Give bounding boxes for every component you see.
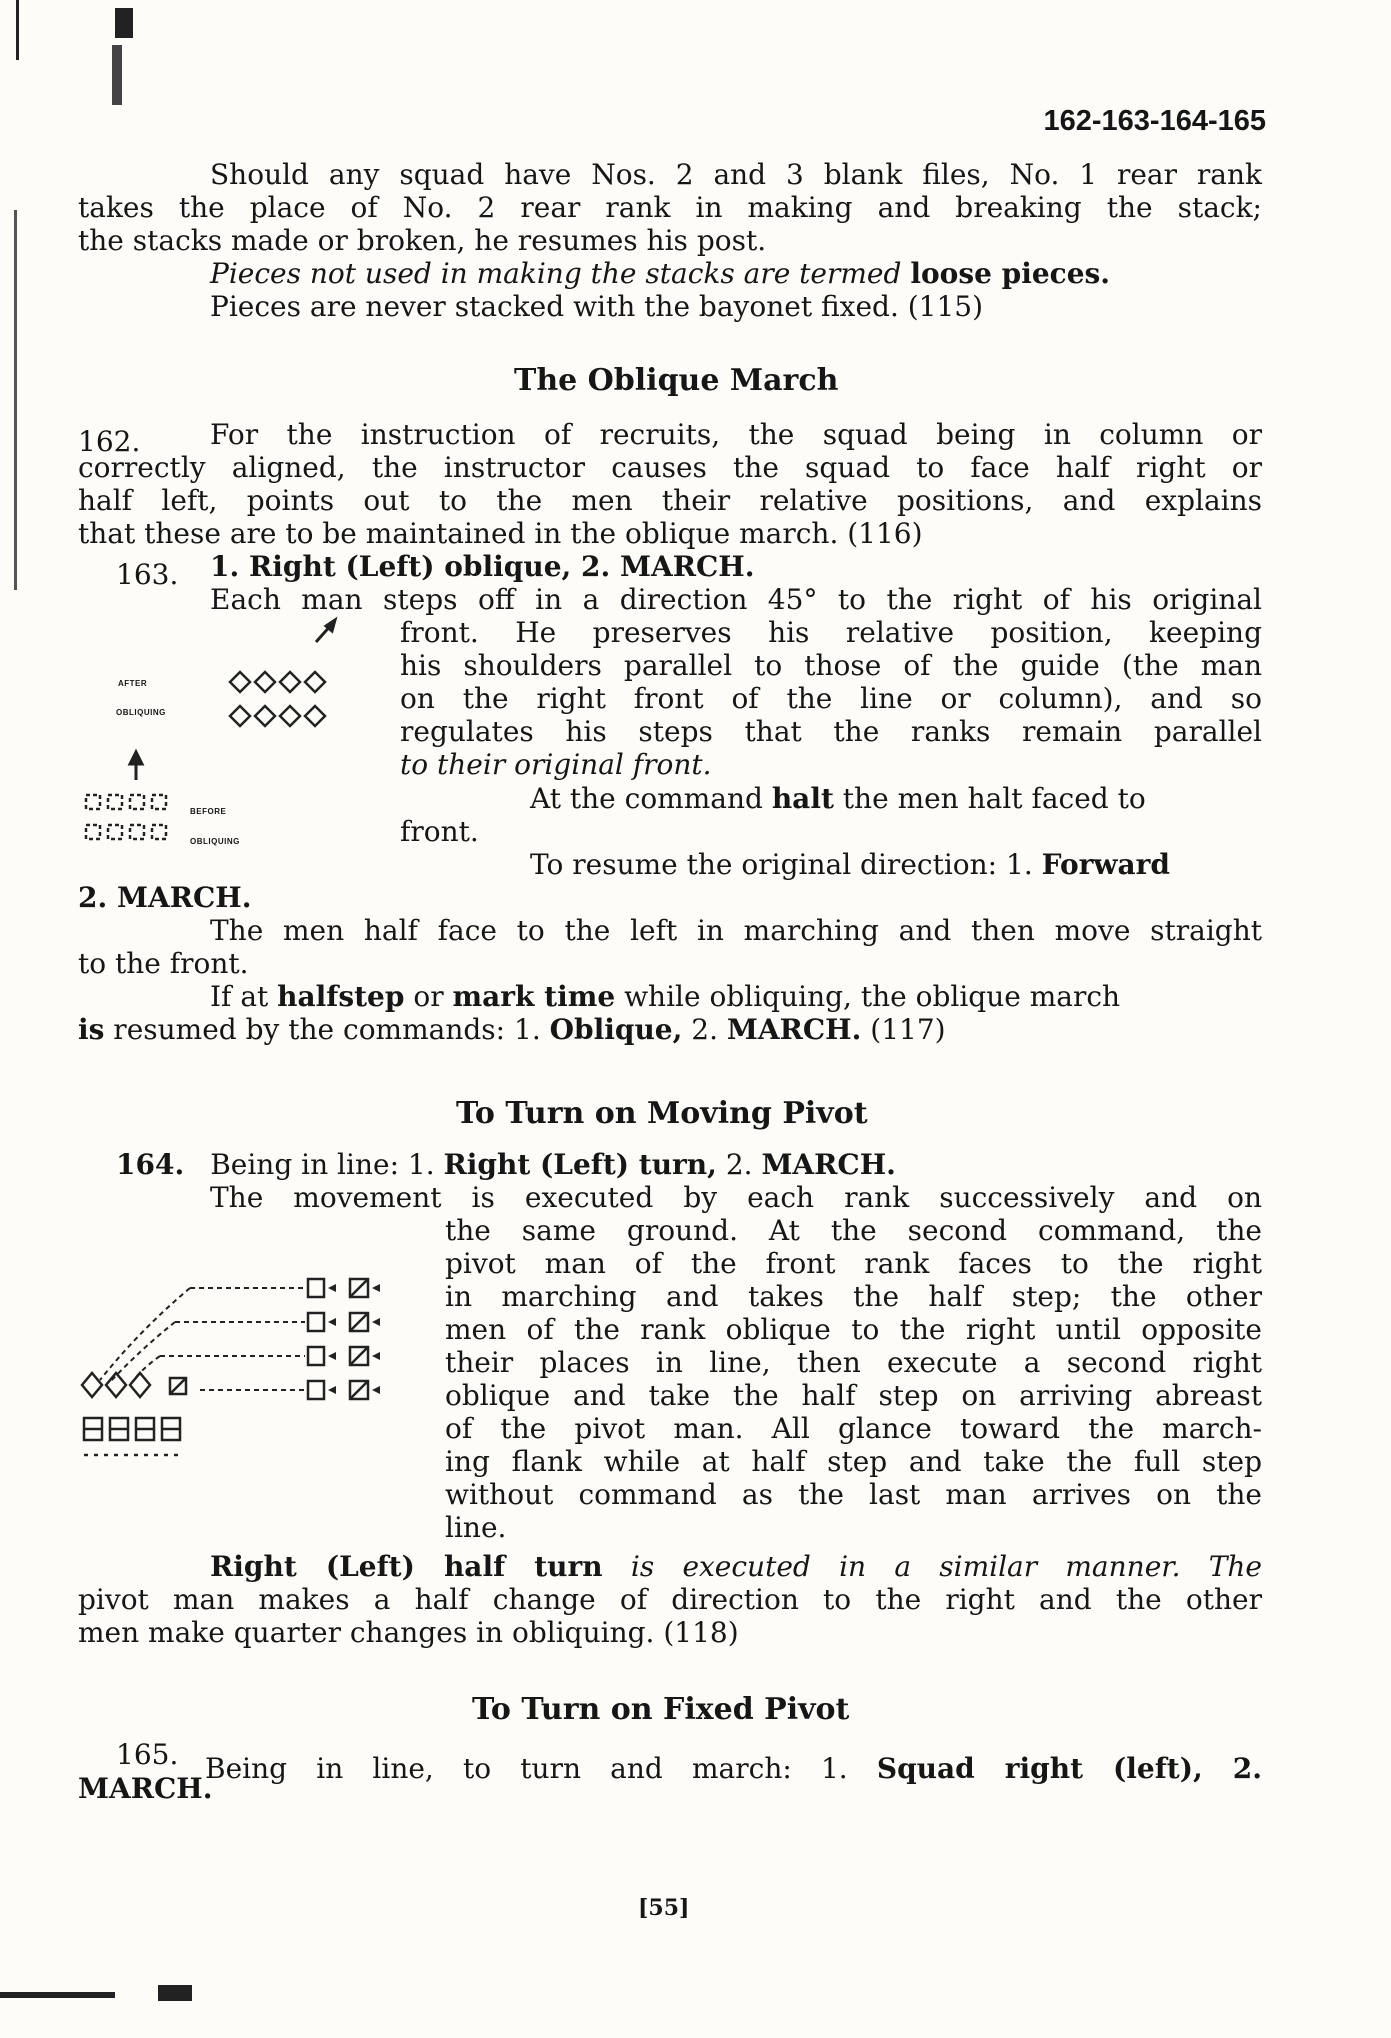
p164-command: MARCH. xyxy=(761,1148,896,1181)
halfstep-text: while obliquing, the oblique march xyxy=(615,980,1121,1013)
resume-line xyxy=(530,848,1170,881)
halt-text: the men halt faced to xyxy=(833,782,1146,815)
intro-line: the stacks made or broken, he resumes his post. xyxy=(78,224,767,257)
halfstep-text: or xyxy=(404,980,453,1013)
ink-blot xyxy=(112,45,122,105)
movement-line: oblique and take the half step on arriving abreast xyxy=(445,1379,1262,1412)
final-squares xyxy=(308,1279,324,1399)
intro-line: Pieces are never stacked with the bayonet fixed. (115) xyxy=(210,290,984,323)
movement-line: pivot man of the front rank faces to the right xyxy=(445,1247,1262,1280)
halfstep-term: halfstep xyxy=(277,980,405,1013)
forward-command: Forward xyxy=(1041,848,1170,881)
march-command: MARCH. xyxy=(726,1013,862,1046)
loose-pieces-text: Pieces not used in making the stacks are termed xyxy=(210,257,911,290)
p164-text: Being in line: 1. xyxy=(210,1148,444,1181)
paragraph-number-162: 162. xyxy=(78,425,141,458)
diagonal-arrow-icon xyxy=(316,620,335,642)
p165-text: Being in line, to turn and march: 1. xyxy=(205,1752,877,1785)
ink-blot xyxy=(115,8,133,38)
movement-line: ing flank while at half step and take the full step xyxy=(445,1445,1262,1478)
p163-line: his shoulders parallel to those of the guide (the man xyxy=(400,649,1262,682)
movement-line: the same ground. At the second command, the xyxy=(445,1214,1262,1247)
p162-line: For the instruction of recruits, the squad being in column or xyxy=(210,418,1262,451)
original-line-squares xyxy=(84,1418,180,1440)
p162-line: half left, points out to the men their relative positions, and explains xyxy=(78,484,1262,517)
half-turn-line xyxy=(210,1550,1262,1583)
p163-line: to their original front. xyxy=(400,748,712,781)
halfstep-line xyxy=(210,980,1120,1013)
face-line: to the front. xyxy=(78,947,249,980)
half-turn-line: pivot man makes a half change of direction to the right and the other xyxy=(78,1583,1262,1616)
p163-line: front. He preserves his relative position, keeping xyxy=(400,616,1262,649)
paragraph-164 xyxy=(116,1148,896,1181)
halfstep-text: If at xyxy=(210,980,278,1013)
halt-term: halt xyxy=(771,782,834,815)
after-rank-front xyxy=(230,672,325,692)
resumed-text: 2. xyxy=(682,1013,727,1046)
movement-line: their places in line, then execute a second right xyxy=(445,1346,1262,1379)
face-line: The men half face to the left in marching and then move straight xyxy=(210,914,1262,947)
movement-line: men of the rank oblique to the right until opposite xyxy=(445,1313,1262,1346)
resume-text: To resume the original direction: 1. xyxy=(530,848,1042,881)
intro-line: takes the place of No. 2 rear rank in making and breaking the stack; xyxy=(78,191,1262,224)
arrowheads xyxy=(328,1284,380,1394)
section-heading-oblique: The Oblique March xyxy=(514,363,839,398)
oblique-march-figure xyxy=(80,612,380,852)
halt-line xyxy=(530,782,1146,815)
movement-line: line. xyxy=(445,1511,507,1544)
p163-command: 1. Right (Left) oblique, 2. MARCH. xyxy=(210,550,755,583)
movement-line: without command as the last man arrives on the xyxy=(445,1478,1262,1511)
movement-line: of the pivot man. All glance toward the march- xyxy=(445,1412,1262,1445)
section-heading-fixed-pivot: To Turn on Fixed Pivot xyxy=(472,1692,850,1727)
half-turn-line: men make quarter changes in obliquing. (118) xyxy=(78,1616,739,1649)
p162-line: correctly aligned, the instructor causes the squad to face half right or xyxy=(78,451,1262,484)
loose-pieces-term: loose pieces. xyxy=(910,257,1111,290)
moving-pivot-figure xyxy=(80,1270,420,1480)
p164-command: Right (Left) turn, xyxy=(443,1148,717,1181)
p165-text: 2. xyxy=(1202,1752,1262,1785)
movement-line: The movement is executed by each rank successively and on xyxy=(210,1181,1262,1214)
p163-line: Each man steps off in a direction 45° to the right of his original xyxy=(210,583,1262,616)
p164-text: 2. xyxy=(716,1148,762,1181)
resumed-text: resumed by the commands: 1. xyxy=(104,1013,550,1046)
p163-line: on the right front of the line or column), and so xyxy=(400,682,1262,715)
paragraph-number-164: 164. xyxy=(116,1148,185,1181)
march-command: 2. MARCH. xyxy=(78,881,252,914)
p162-line: that these are to be maintained in the oblique march. (116) xyxy=(78,517,923,550)
halt-text: At the command xyxy=(530,782,772,815)
resumed-text: is xyxy=(78,1013,105,1046)
dashed-march-paths xyxy=(100,1288,305,1390)
figure-label-after: AFTER xyxy=(118,679,148,688)
scan-edge-mark xyxy=(0,1992,115,1998)
oblique-command: Oblique, xyxy=(549,1013,683,1046)
before-rank-rear xyxy=(86,825,166,839)
front-word: front. xyxy=(400,815,479,848)
before-rank-front xyxy=(86,795,166,809)
p163-line: regulates his steps that the ranks remain parallel xyxy=(400,715,1262,748)
turning-diamonds xyxy=(82,1373,186,1397)
page-number: [55] xyxy=(638,1895,690,1921)
pivot-squares xyxy=(350,1279,368,1399)
half-turn-command: Right (Left) half turn xyxy=(210,1550,603,1583)
paragraph-number-163: 163. xyxy=(116,558,179,591)
scan-edge-mark xyxy=(14,210,17,590)
p165-command: Squad right (left), xyxy=(876,1752,1203,1785)
mark-time-term: mark time xyxy=(452,980,616,1013)
resumed-line xyxy=(78,1013,946,1046)
figure-label-obliquing: OBLIQUING xyxy=(190,837,240,846)
movement-line: in marching and takes the half step; the other xyxy=(445,1280,1262,1313)
half-turn-text: is executed in a similar manner. The xyxy=(602,1550,1262,1583)
figure-label-obliquing: OBLIQUING xyxy=(116,708,166,717)
section-heading-moving-pivot: To Turn on Moving Pivot xyxy=(456,1096,868,1131)
figure-label-before: BEFORE xyxy=(190,807,227,816)
paragraph-number-165: 165. xyxy=(116,1738,179,1771)
resumed-text: (117) xyxy=(861,1013,946,1046)
scan-edge-mark xyxy=(16,0,19,60)
ink-blot xyxy=(158,1985,192,2001)
up-arrow-icon xyxy=(130,752,142,780)
after-rank-rear xyxy=(230,706,325,726)
p165-march: MARCH. xyxy=(78,1772,213,1805)
p165-line xyxy=(205,1752,1262,1785)
intro-line: Should any squad have Nos. 2 and 3 blank files, No. 1 rear rank xyxy=(210,158,1262,191)
page-header: 162-163-164-165 xyxy=(1043,105,1266,137)
intro-line xyxy=(210,257,1110,290)
